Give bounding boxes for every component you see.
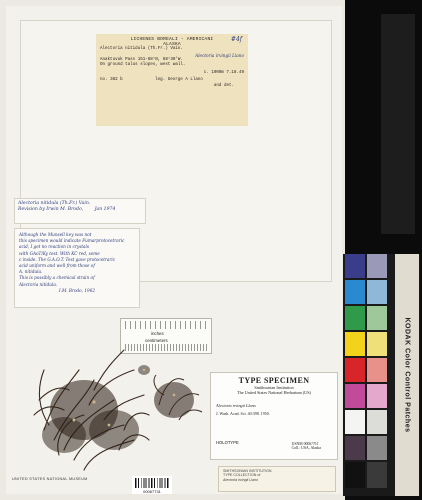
annotation-line: acid uniform and well from those of [19,263,95,269]
annotation-line: Although the Munsell key was not [19,232,92,237]
type-institution: Smithsonian Institution [254,385,294,390]
barcode [132,476,172,494]
type-title: TYPE SPECIMEN [238,376,310,385]
label-header: LICHENES BOREALI - AMERICANI [130,37,214,42]
color-patch-charcoal [367,462,387,488]
color-patch-cyan [345,280,365,304]
ruler-cm-label: centimeters [145,338,168,343]
annotation-line: This is possibly a chemical strain of [19,275,95,281]
revision-date: Jan 1974 [94,207,116,212]
type-specimen-label [210,372,338,460]
collection-line2: TYPE COLLECTION of [223,473,261,478]
type-herbarium: The United States National Herbarium (US) [237,390,311,395]
color-patch-pink [367,358,387,382]
background-dark [345,0,422,254]
color-patch-yellow [345,332,365,356]
color-patch-lightgray [367,410,387,434]
color-patch-lightgreen [367,306,387,330]
label-locality: Anaktuvuk Pass 151-68°N, 68°30'W. [100,57,183,62]
kodak-label [395,254,419,496]
annotation-line: this specimen would indicate Fumarprotocetraric [19,238,125,244]
color-patch-magenta [345,384,365,408]
label-habitat: On ground talus slopes, west wall. [100,63,186,68]
revision-slip [14,198,146,224]
color-patch-lilac [367,254,387,278]
type-numbers [292,442,321,451]
revision-species: Alectoria nitidula (Th.Fr.) Vain. [18,201,91,206]
ruler-inches-label: inches [151,331,164,336]
barcode-bars [135,478,169,488]
color-patch-lightblue [367,280,387,304]
color-patch-lightmagenta [367,384,387,408]
color-patch-white [345,410,365,434]
color-patch-black [345,462,365,488]
type-collection: Coll.: USA, Alaska [291,446,321,451]
annotation-line: c inside. The G.A.O.T. Test gave protocetraric [19,256,116,262]
label-number: 382 b [110,78,123,83]
main-specimen-label [96,34,248,126]
barcode-number: 00067731 [143,489,161,494]
background-shade [381,14,415,234]
color-patch-blue [345,254,365,278]
annotation-line: A. nitidula. [19,269,43,275]
label-region: ALASKA [163,42,181,48]
label-annotation: #4f [230,36,242,43]
revision-by: Revision by Irwin M. Brodo, [18,207,84,212]
type-species: Alectoria irvingii Llano [216,403,256,408]
annotation-line: with GAoT/Ky test. With KC red, some [19,250,100,256]
label-collector: George A Llano [167,78,203,83]
collection-line1: SMITHSONIAN INSTITUTION [223,469,272,473]
herbarium-name: UNITED STATES NATIONAL MUSEUM [12,477,88,481]
color-patch-lightyellow [367,332,387,356]
label-date: c. 1000m 7.18.49 [203,71,244,76]
annotation-signature: I.M. Brodo, 1962 [58,287,96,293]
color-patch-darkgray [345,436,365,460]
color-control-strip [343,254,420,496]
type-number: USNM 0006??51 [291,441,319,446]
label-species-typed: Alectoria nitidula (Th.Fr.) Vain. [100,47,183,52]
collection-species: Alectoria irvingii Llano [223,477,258,482]
label-species-handwritten: Alectoria irvingii Llano [195,52,244,58]
label-number-prefix: no. [100,78,108,83]
annotation-slip [14,228,140,308]
type-reference: J. Wash. Acad. Sci. 40:398. 1950. [216,411,270,416]
label-collector-prefix: leg. [155,78,166,83]
annotation-line: Alectoria nitidula. [19,281,58,287]
label-det: and det. [213,83,234,88]
color-patch-red [345,358,365,382]
lichen-specimen [24,330,214,480]
ruler-inch-ticks [125,321,207,329]
kodak-text: KODAK Color Control Patches [403,317,411,433]
annotation-line: acid, I get no reaction in crystals [19,244,90,250]
color-patch-green [345,306,365,330]
color-patch-gray [367,436,387,460]
collection-label [218,466,336,492]
type-kind: HOLOTYPE [216,440,239,445]
